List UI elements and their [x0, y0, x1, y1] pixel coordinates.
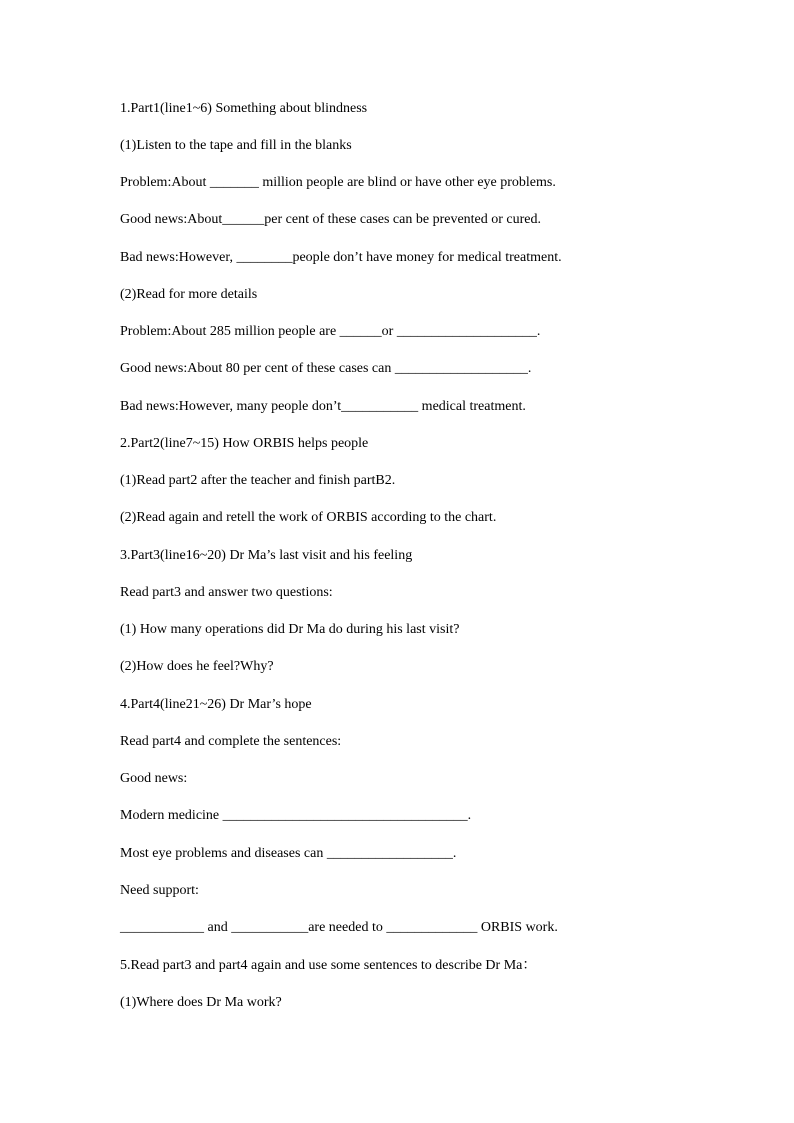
- good-news-label: Good news:: [120, 771, 188, 786]
- instruction-read-part4: Read part4 and complete the sentences:: [120, 734, 342, 749]
- good-news-detail-line: Good news:About 80 per cent of these cases can ___________________.: [120, 361, 532, 376]
- heading-part1: 1.Part1(line1~6) Something about blindness: [120, 101, 368, 116]
- question-feeling: (2)How does he feel?Why?: [120, 659, 274, 674]
- eye-problems-blank: Most eye problems and diseases can __________________.: [120, 846, 457, 861]
- question-where-work: (1)Where does Dr Ma work?: [120, 995, 282, 1010]
- heading-part2: 2.Part2(line7~15) How ORBIS helps people: [120, 436, 369, 451]
- instruction-read-part3: Read part3 and answer two questions:: [120, 585, 333, 600]
- good-news-blank-line: Good news:About______per cent of these cases can be prevented or cured.: [120, 212, 542, 227]
- instruction-read-part2: (1)Read part2 after the teacher and finish partB2.: [120, 473, 396, 488]
- problem-blank-line: Problem:About _______ million people are blind or have other eye problems.: [120, 175, 556, 190]
- heading-part4: 4.Part4(line21~26) Dr Mar’s hope: [120, 697, 312, 712]
- instruction-read-details: (2)Read for more details: [120, 287, 258, 302]
- support-blanks-line: ____________ and ___________are needed to _____________ ORBIS work.: [120, 920, 558, 935]
- heading-part5: 5.Read part3 and part4 again and use some sentences to describe Dr Ma：: [120, 958, 537, 973]
- heading-part3: 3.Part3(line16~20) Dr Ma’s last visit and his feeling: [120, 548, 413, 563]
- problem-detail-line: Problem:About 285 million people are ______or ____________________.: [120, 324, 541, 339]
- need-support-label: Need support:: [120, 883, 199, 898]
- instruction-retell: (2)Read again and retell the work of ORBIS according to the chart.: [120, 510, 497, 525]
- question-operations: (1) How many operations did Dr Ma do during his last visit?: [120, 622, 460, 637]
- bad-news-detail-line: Bad news:However, many people don’t___________ medical treatment.: [120, 399, 526, 414]
- bad-news-blank-line: Bad news:However, ________people don’t have money for medical treatment.: [120, 250, 562, 265]
- instruction-listen: (1)Listen to the tape and fill in the blanks: [120, 138, 352, 153]
- modern-medicine-blank: Modern medicine ___________________________________.: [120, 808, 472, 823]
